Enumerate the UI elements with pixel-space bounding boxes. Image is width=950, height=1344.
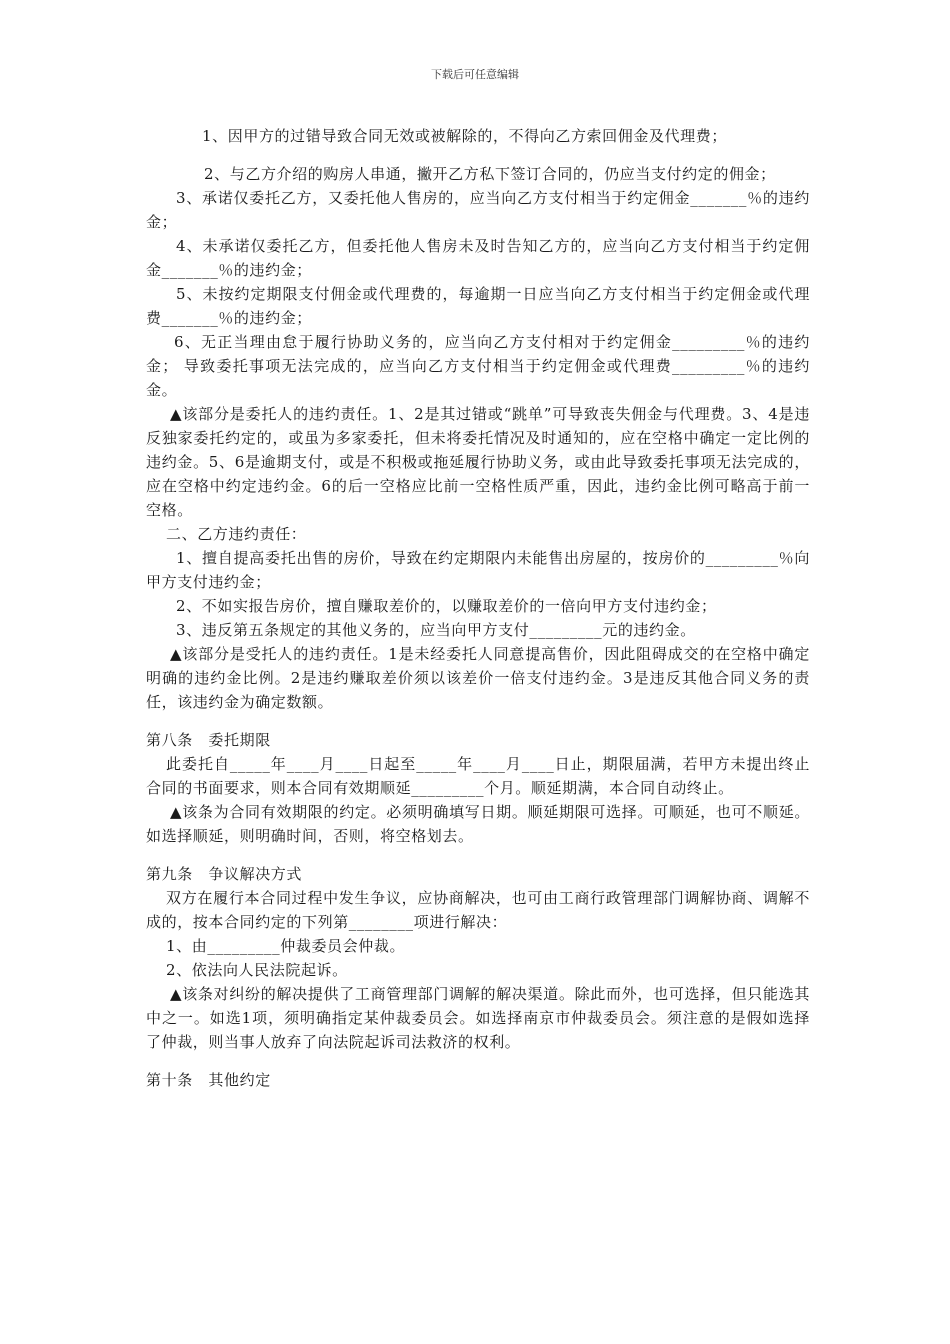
party-a-item-4: 4、未承诺仅委托乙方，但委托他人售房未及时告知乙方的，应当向乙方支付相当于约定佣金_______％的违约金； [146, 237, 810, 279]
party-b-item-1: 1、擅自提高委托出售的房价，导致在约定期限内未能售出房屋的，按房价的_________％向甲方支付违约金； [146, 549, 810, 591]
party-b-note: ▲该部分是受托人的违约责任。1是未经委托人同意提高售价，因此阻碍成交的在空格中确定明确的违约金比例。2是违约赚取差价须以该差价一倍支付违约金。3是违反其他合同义务的责任，该违约金为确定数额。 [146, 645, 810, 711]
article-9-text: 双方在履行本合同过程中发生争议，应协商解决，也可由工商行政管理部门调解协商、调解不成的，按本合同约定的下列第________项进行解决： [146, 889, 810, 931]
article-9-option-1: 1、由_________仲裁委员会仲裁。 [166, 937, 406, 955]
party-b-item-2: 2、不如实报告房价，擅自赚取差价的，以赚取差价的一倍向甲方支付违约金； [176, 597, 717, 615]
party-b-item-3: 3、违反第五条规定的其他义务的，应当向甲方支付_________元的违约金。 [176, 621, 696, 639]
document-body [146, 124, 810, 1092]
party-a-item-6: 6、无正当理由怠于履行协助义务的，应当向乙方支付相对于约定佣金_________％的违约金； 导致委托事项无法完成的，应当向乙方支付相当于约定佣金或代理费_________％的违约金。 [146, 333, 810, 399]
party-a-item-2: 2、与乙方介绍的购房人串通，撇开乙方私下签订合同的，仍应当支付约定的佣金； [204, 165, 776, 183]
article-9-option-2: 2、依法向人民法院起诉。 [166, 961, 348, 979]
article-8-text: 此委托自_____年____月____日起至_____年____月____日止，期限届满，若甲方未提出终止合同的书面要求，则本合同有效期顺延_________个月。顺延期满，本合同自动终止。 [146, 755, 810, 797]
article-8-note: ▲该条为合同有效期限的约定。必须明确填写日期。顺延期限可选择。可顺延，也可不顺延。如选择顺延，则明确时间，否则，将空格划去。 [146, 803, 810, 845]
party-a-item-1: 1、因甲方的过错导致合同无效或被解除的，不得向乙方索回佣金及代理费； [202, 127, 727, 145]
page-header: 下载后可任意编辑 [431, 68, 519, 81]
article-10-heading: 第十条 其他约定 [146, 1071, 271, 1089]
article-8-heading: 第八条 委托期限 [146, 731, 271, 749]
party-b-title: 二、乙方违约责任： [166, 525, 307, 543]
article-9-note: ▲该条对纠纷的解决提供了工商管理部门调解的解决渠道。除此而外，也可选择，但只能选其中之一。如选1项，须明确指定某仲裁委员会。如选择南京市仲裁委员会。须注意的是假如选择了仲裁，则当事人放弃了向法院起诉司法救济的权利。 [146, 985, 810, 1051]
party-a-item-5: 5、未按约定期限支付佣金或代理费的，每逾期一日应当向乙方支付相当于约定佣金或代理费_______％的违约金； [146, 285, 810, 327]
party-a-note: ▲该部分是委托人的违约责任。1、2是其过错或“跳单”可导致丧失佣金与代理费。3、4是违反独家委托约定的，或虽为多家委托，但未将委托情况及时通知的，应在空格中确定一定比例的违约金。5、6是逾期支付，或是不积极或拖延履行协助义务，或由此导致委托事项无法完成的，应在空格中约定违约金。6的后一空格应比前一空格性质严重，因此，违约金比例可略高于前一空格。 [146, 405, 810, 519]
article-9-heading: 第九条 争议解决方式 [146, 865, 303, 883]
party-a-item-3: 3、承诺仅委托乙方，又委托他人售房的，应当向乙方支付相当于约定佣金_______％的违约金； [146, 189, 810, 231]
